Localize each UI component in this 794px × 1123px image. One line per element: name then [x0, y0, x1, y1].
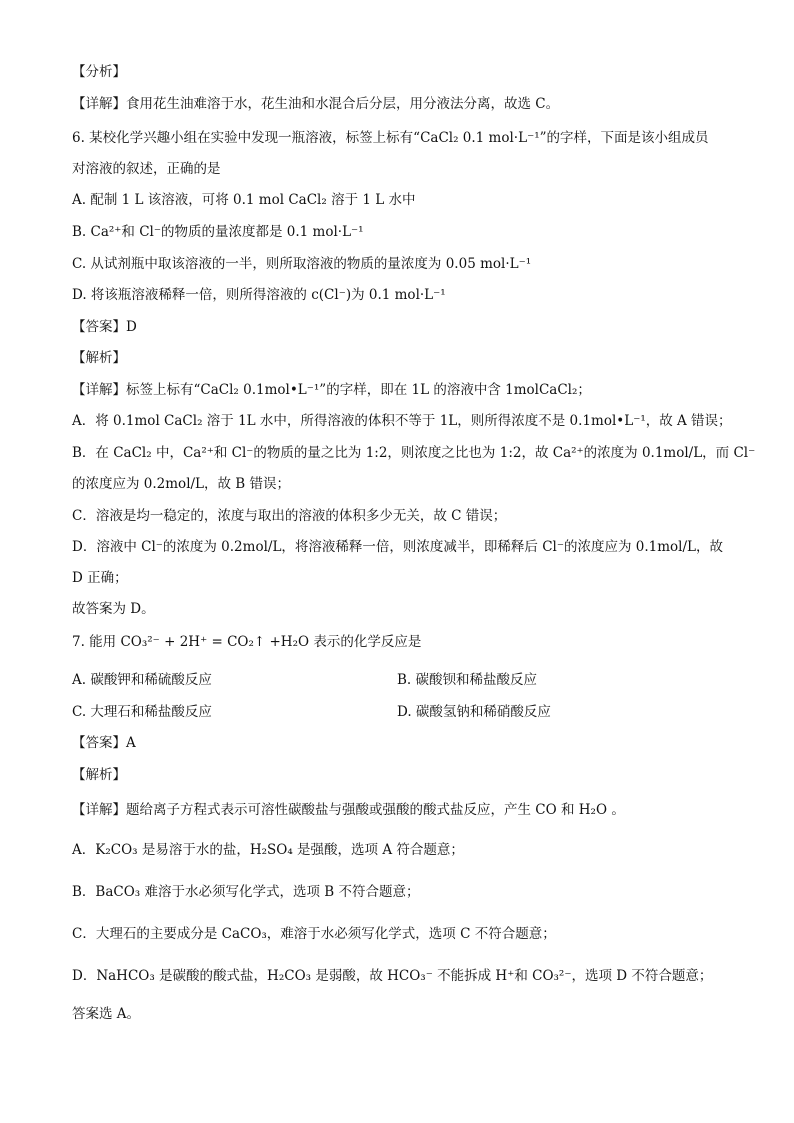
question-6-stem: 6. 某校化学兴趣小组在实验中发现一瓶溶液，标签上标有“CaCl₂ 0.1 mol·L⁻¹”的字样，下面是该小组成员: [72, 130, 709, 146]
q6-conclusion: 故答案为 D。: [72, 601, 155, 617]
q6-option-a: A. 配制 1 L 该溶液，可将 0.1 mol CaCl₂ 溶于 1 L 水中: [72, 192, 416, 208]
detail-text-q7: 【详解】题给离子方程式表示可溶性碳酸盐与强酸或强酸的酸式盐反应，产生 CO 和 H₂O 。: [72, 802, 625, 818]
q7-conclusion: 答案选 A。: [72, 1006, 141, 1022]
analysis-heading-q7: 【解析】: [72, 767, 126, 783]
q6-explain-c: C．溶液是均一稳定的，浓度与取出的溶液的体积多少无关，故 C 错误；: [72, 508, 507, 524]
q6-option-d: D. 将该瓶溶液稀释一倍，则所得溶液的 c(Cl⁻)为 0.1 mol·L⁻¹: [72, 287, 446, 303]
q6-explain-d-cont: D 正确；: [72, 570, 128, 586]
q6-explain-a: A．将 0.1mol CaCl₂ 溶于 1L 水中，所得溶液的体积不等于 1L，则所得浓度不是 0.1mol•L⁻¹，故 A 错误；: [72, 413, 732, 429]
question-7-stem: 7. 能用 CO₃²⁻ + 2H⁺ = CO₂↑ +H₂O 表示的化学反应是: [72, 634, 422, 650]
q6-option-c: C. 从试剂瓶中取该溶液的一半，则所取溶液的物质的量浓度为 0.05 mol·L⁻¹: [72, 256, 532, 272]
q7-option-d: D. 碳酸氢钠和稀硝酸反应: [397, 704, 551, 720]
q7-option-b: B. 碳酸钡和稀盐酸反应: [397, 672, 538, 688]
q6-option-b: B. Ca²⁺和 Cl⁻的物质的量浓度都是 0.1 mol·L⁻¹: [72, 224, 364, 240]
q6-explain-b: B．在 CaCl₂ 中，Ca²⁺和 Cl⁻的物质的量之比为 1:2，则浓度之比也为 1:2，故 Ca²⁺的浓度为 0.1mol/L，而 Cl⁻: [72, 445, 756, 461]
analysis-heading-q6: 【解析】: [72, 350, 126, 366]
q7-option-a: A. 碳酸钾和稀硫酸反应: [72, 672, 212, 688]
q7-explain-d: D．NaHCO₃ 是碳酸的酸式盐，H₂CO₃ 是弱酸，故 HCO₃⁻ 不能拆成 H⁺和 CO₃²⁻，选项 D 不符合题意；: [72, 968, 713, 984]
answer-q6: 【答案】D: [72, 319, 137, 335]
q7-explain-c: C．大理石的主要成分是 CaCO₃，难溶于水必须写化学式，选项 C 不符合题意；: [72, 926, 556, 942]
question-6-stem-cont: 对溶液的叙述，正确的是: [72, 161, 221, 177]
answer-q7: 【答案】A: [72, 735, 136, 751]
detail-text-q5: 【详解】食用花生油难溶于水，花生油和水混合后分层，用分液法分离，故选 C。: [72, 96, 560, 112]
detail-text-q6: 【详解】标签上标有“CaCl₂ 0.1mol•L⁻¹”的字样，即在 1L 的溶液中含 1molCaCl₂；: [72, 382, 591, 398]
analysis-heading-q5: 【分析】: [72, 64, 126, 80]
q7-explain-b: B．BaCO₃ 难溶于水必须写化学式，选项 B 不符合题意；: [72, 884, 420, 900]
q7-option-c: C. 大理石和稀盐酸反应: [72, 704, 212, 720]
q6-explain-d: D．溶液中 Cl⁻的浓度为 0.2mol/L，将溶液稀释一倍，则浓度减半，即稀释后 Cl⁻的浓度应为 0.1mol/L，故: [72, 539, 723, 555]
q7-explain-a: A．K₂CO₃ 是易溶于水的盐，H₂SO₄ 是强酸，选项 A 符合题意；: [72, 842, 464, 858]
q6-explain-b-cont: 的浓度应为 0.2mol/L，故 B 错误；: [72, 476, 291, 492]
